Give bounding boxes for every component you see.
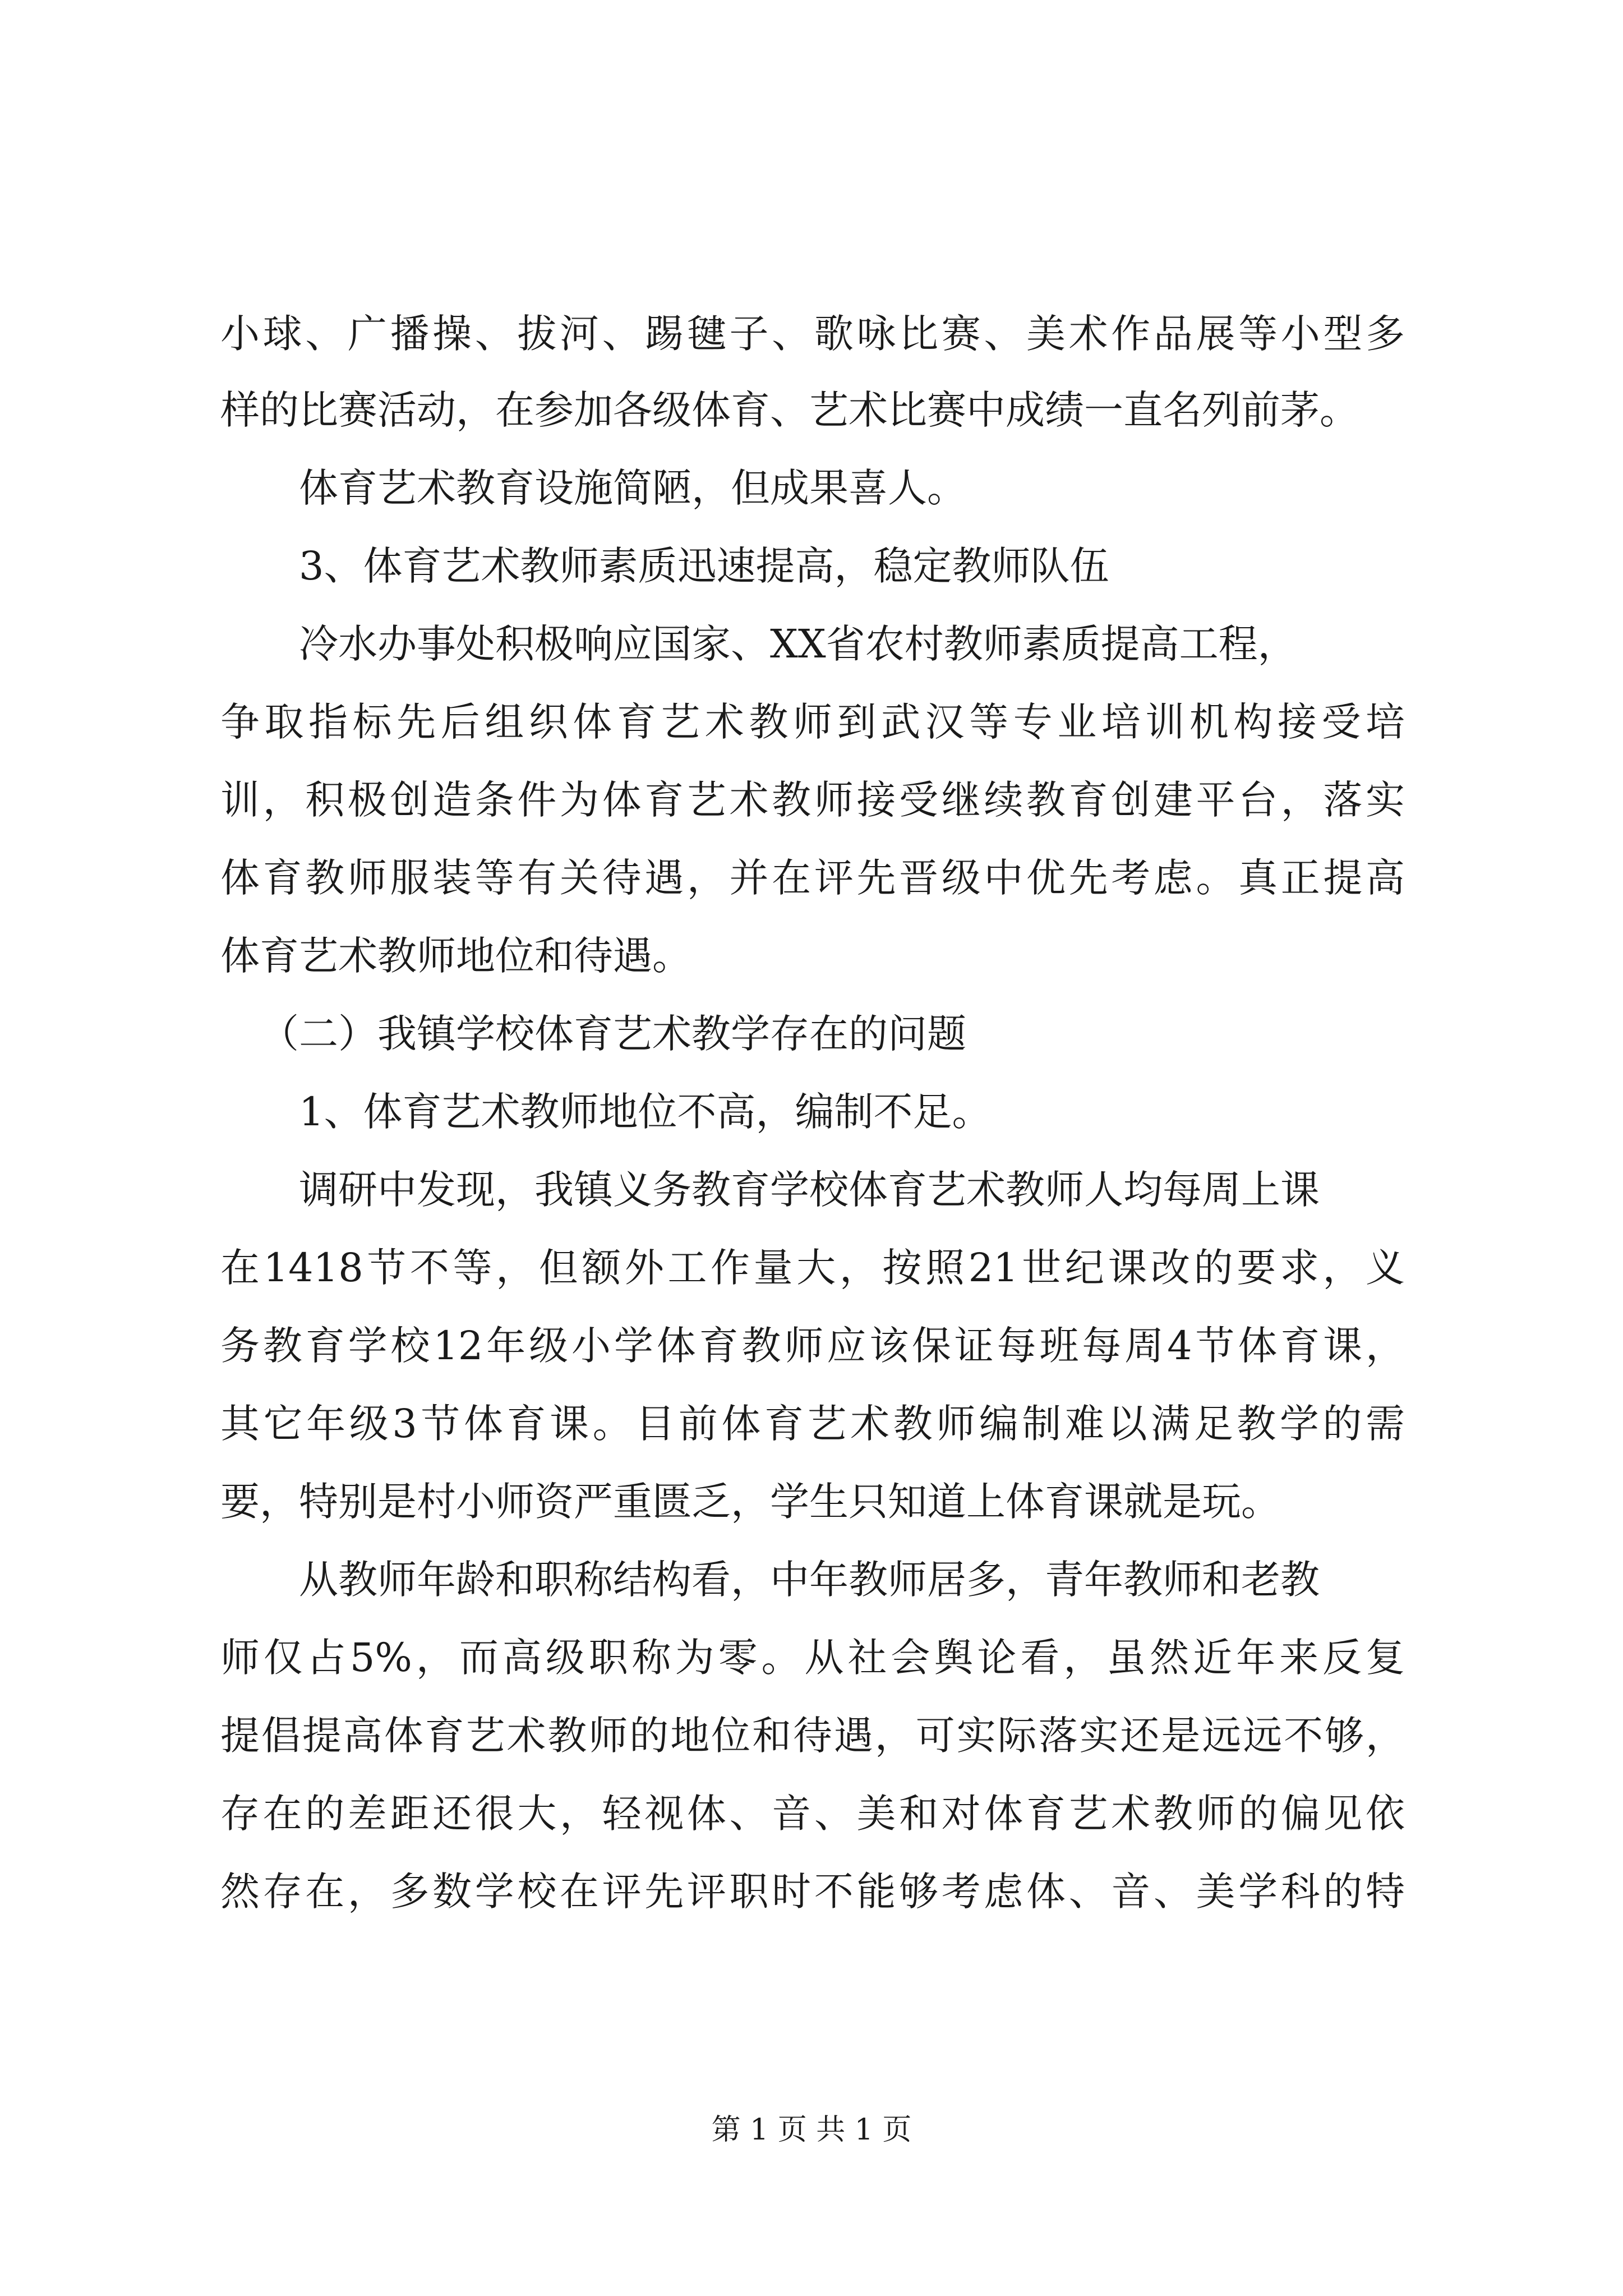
body-text-line: 体育教师服装等有关待遇，并在评先晋级中优先考虑。真正提高 xyxy=(220,855,1405,901)
body-text-line: 在1418节不等，但额外工作量大，按照21世纪课改的要求，义 xyxy=(220,1245,1405,1291)
body-text-line: 调研中发现，我镇义务教育学校体育艺术教师人均每周上课 xyxy=(299,1167,1320,1213)
body-text-line: 样的比赛活动，在参加各级体育、艺术比赛中成绩一直名列前茅。 xyxy=(220,387,1359,433)
body-text-line: 训，积极创造条件为体育艺术教师接受继续教育创建平台，落实 xyxy=(220,777,1405,823)
body-text-line: 要，特别是村小师资严重匮乏，学生只知道上体育课就是玩。 xyxy=(220,1479,1280,1525)
body-text-line: 小球、广播操、拔河、踢毽子、歌咏比赛、美术作品展等小型多 xyxy=(220,311,1405,357)
section-heading: 3、体育艺术教师素质迅速提高，稳定教师队伍 xyxy=(299,543,1109,589)
section-heading: 1、体育艺术教师地位不高，编制不足。 xyxy=(299,1089,992,1135)
body-text-line: 从教师年龄和职称结构看，中年教师居多，青年教师和老教 xyxy=(299,1557,1320,1603)
body-text-line: 冷水办事处积极响应国家、XX省农村教师素质提高工程， xyxy=(299,621,1297,667)
body-text-line: 体育艺术教师地位和待遇。 xyxy=(220,933,691,979)
section-heading: （二）我镇学校体育艺术教学存在的问题 xyxy=(260,1011,966,1057)
body-text-line: 师仅占5%，而高级职称为零。从社会舆论看，虽然近年来反复 xyxy=(220,1635,1405,1681)
body-text-line: 体育艺术教育设施简陋，但成果喜人。 xyxy=(299,465,966,511)
body-text-line: 务教育学校12年级小学体育教师应该保证每班每周4节体育课， xyxy=(220,1323,1405,1369)
body-text-line: 争取指标先后组织体育艺术教师到武汉等专业培训机构接受培 xyxy=(220,699,1405,745)
body-text-line: 其它年级3节体育课。目前体育艺术教师编制难以满足教学的需 xyxy=(220,1401,1405,1447)
page-number-footer: 第 1 页 共 1 页 xyxy=(711,2113,912,2147)
body-text-line: 提倡提高体育艺术教师的地位和待遇，可实际落实还是远远不够， xyxy=(220,1713,1405,1759)
body-text-line: 然存在，多数学校在评先评职时不能够考虑体、音、美学科的特 xyxy=(220,1869,1405,1915)
body-text-line: 存在的差距还很大，轻视体、音、美和对体育艺术教师的偏见依 xyxy=(220,1791,1405,1837)
